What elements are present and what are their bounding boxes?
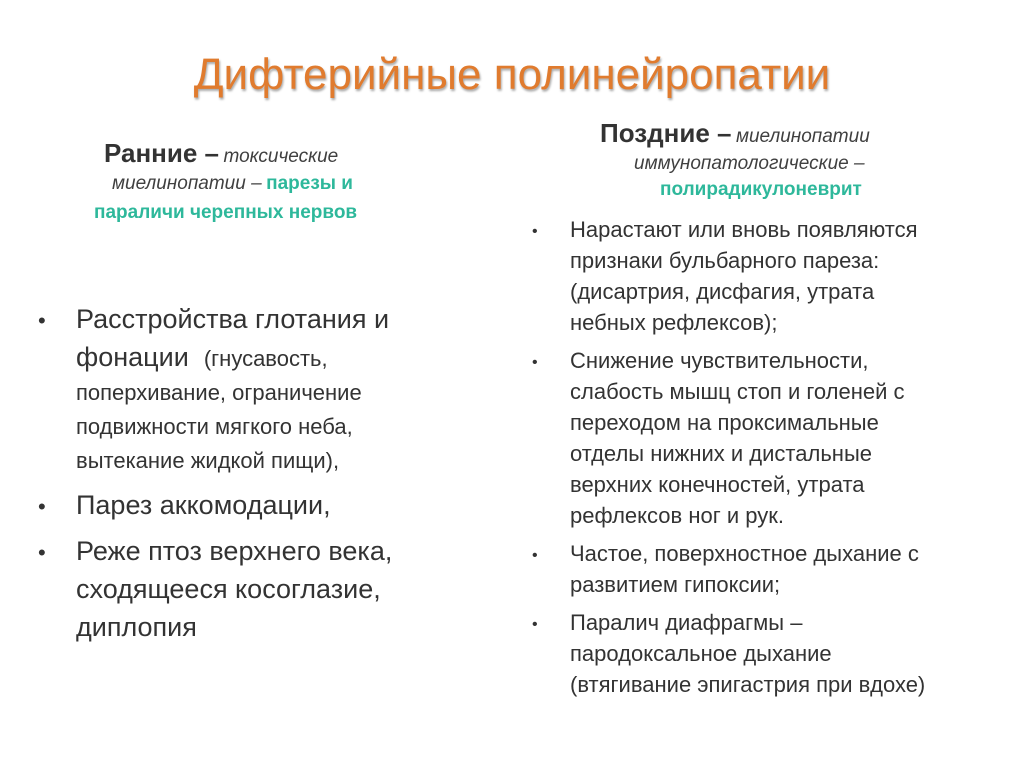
bullet-icon: • (38, 494, 46, 519)
list-item: • Снижение чувствительности, слабость мышц стоп и голеней с переходом на проксимальные отделы нижних и дистальные верхних конечностей, утрата рефлексов ног и рук. (532, 348, 905, 528)
list-item: • Нарастают или вновь появляются признаки бульбарного пареза: (дисартрия, дисфагия, утрата небных рефлексов); (532, 217, 918, 335)
early-italic-1: токсические (223, 146, 339, 167)
bullet-icon: • (532, 616, 538, 633)
bullet-icon: • (532, 547, 538, 564)
list-item: • Расстройства глотания и фонации (гнусавость, поперхивание, ограничение подвижности мягкого неба, вытекание жидкой пищи), (38, 304, 390, 473)
late-green: полирадикулоневрит (660, 179, 862, 201)
late-heading (590, 118, 990, 201)
late-heading-label: Поздние – (600, 118, 732, 148)
late-italic-2: иммунопатологические – (634, 153, 865, 174)
list-item: • Паралич диафрагмы – пародоксальное дыхание (втягивание эпигастрия при вдохе) (532, 610, 926, 697)
list-item: • Парез аккомодации, (34, 486, 474, 524)
list-item: • Частое, поверхностное дыхание с развитием гипоксии; (532, 541, 919, 597)
slide-title: Дифтерийные полинейропатии (193, 50, 831, 99)
late-list (528, 214, 998, 707)
early-green-1: парезы и (266, 173, 353, 194)
early-heading-label: Ранние – (104, 138, 219, 168)
late-italic-1: миелинопатии (735, 126, 870, 147)
bullet-icon: • (532, 354, 538, 371)
list-item: • Реже птоз верхнего века, сходящееся косоглазие, диплопия (38, 536, 393, 642)
early-italic-2: миелинопатии – (112, 173, 262, 194)
early-list (34, 300, 474, 654)
bullet-icon: • (38, 308, 46, 333)
early-green-2: параличи черепных нервов (94, 202, 358, 224)
early-heading (94, 138, 474, 228)
bullet-icon: • (38, 540, 46, 565)
bullet-icon: • (532, 223, 538, 240)
